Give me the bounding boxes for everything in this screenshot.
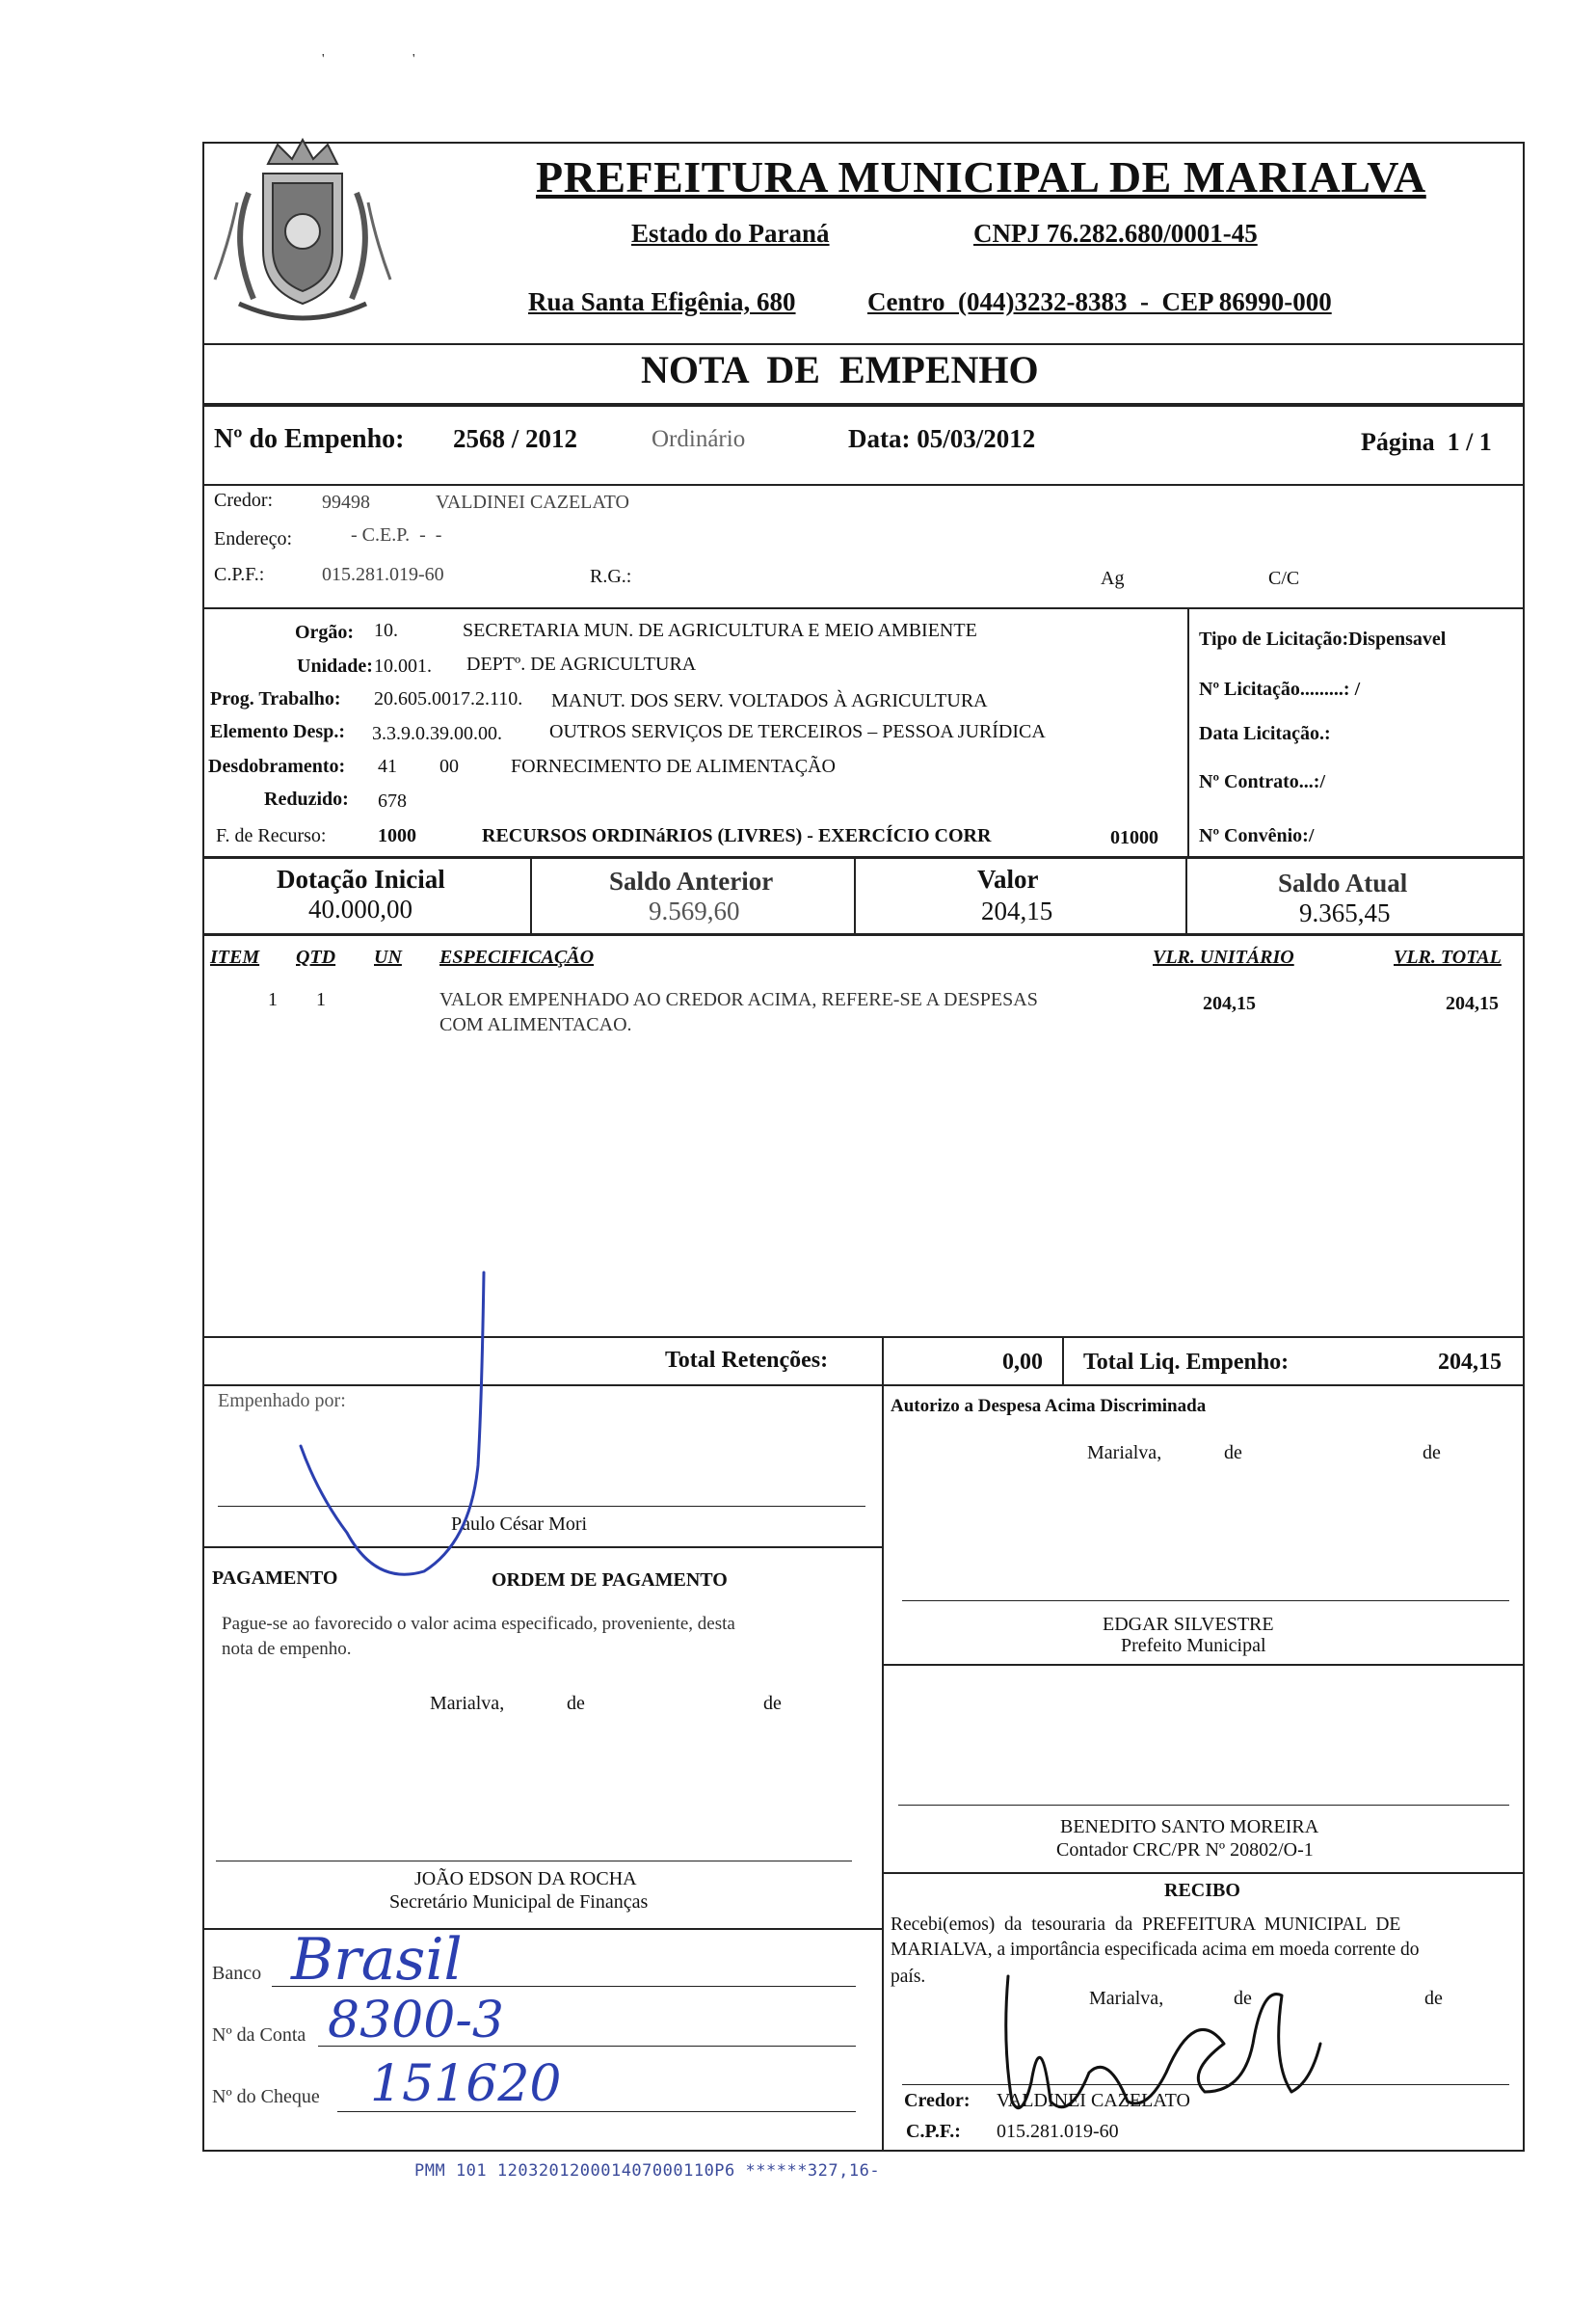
elemento-despesa-desc: OUTROS SERVIÇOS DE TERCEIROS – PESSOA JURÍDICA (549, 721, 1046, 742)
orgao-code: 10. (374, 620, 398, 641)
orgao-desc: SECRETARIA MUN. DE AGRICULTURA E MEIO AMBIENTE (463, 620, 977, 641)
recibo-cpf-value: 015.281.019-60 (997, 2121, 1119, 2142)
conta-label: Nº da Conta (212, 2024, 306, 2046)
autorizo-label: Autorizo a Despesa Acima Discriminada (891, 1396, 1207, 1416)
col-especificacao: ESPECIFICAÇÃO (439, 947, 595, 968)
pagamento-text-1: Pague-se ao favorecido o valor acima especificado, proveniente, desta (222, 1614, 735, 1634)
data-licitacao: Data Licitação.: (1199, 723, 1331, 744)
valor-value: 204,15 (981, 897, 1053, 925)
dotacao-inicial-label: Dotação Inicial (277, 865, 445, 894)
valor-label: Valor (977, 865, 1039, 894)
prog-trabalho-code: 20.605.0017.2.110. (374, 688, 523, 710)
reduzido-label: Reduzido: (264, 789, 349, 810)
numero-contrato: Nº Contrato...:/ (1199, 771, 1326, 792)
address-street: Rua Santa Efigênia, 680 (528, 287, 796, 316)
prog-trabalho-desc: MANUT. DOS SERV. VOLTADOS À AGRICULTURA (551, 690, 988, 711)
col-un: UN (374, 947, 402, 968)
secretario-name: JOÃO EDSON DA ROCHA (414, 1868, 637, 1889)
conta-handwritten: 8300-3 (328, 1992, 504, 2049)
empenho-number-label: Nº do Empenho: (214, 424, 405, 454)
unidade-code: 10.001. (374, 656, 432, 677)
cpf-value: 015.281.019-60 (322, 564, 444, 585)
contador-name: BENEDITO SANTO MOREIRA (1060, 1816, 1319, 1837)
recibo-cpf-label: C.P.F.: (906, 2121, 961, 2142)
cheque-label: Nº do Cheque (212, 2086, 320, 2107)
orgao-label: Orgão: (295, 622, 355, 643)
pagamento-text-2: nota de empenho. (222, 1639, 352, 1659)
recibo-text-1: Recebi(emos) da tesouraria da PREFEITURA MUNICIPAL DE (891, 1915, 1401, 1935)
agencia-label: Ag (1101, 568, 1125, 589)
numero-convenio: Nº Convênio:/ (1199, 825, 1315, 846)
col-vlr-unitario: VLR. UNITÁRIO (1153, 947, 1294, 968)
item-total-value: 204,15 (1446, 993, 1499, 1014)
elemento-despesa-code: 3.3.9.0.39.00.00. (372, 723, 502, 744)
conta-corrente-label: C/C (1268, 568, 1300, 589)
prefeito-title: Prefeito Municipal (1121, 1635, 1266, 1656)
elemento-despesa-label: Elemento Desp.: (210, 721, 345, 742)
recibo-title: RECIBO (1164, 1880, 1240, 1901)
credor-label: Credor: (214, 490, 274, 511)
item-spec-line1: VALOR EMPENHADO AO CREDOR ACIMA, REFERE-SE A DESPESAS (439, 989, 1038, 1010)
rg-label: R.G.: (590, 566, 632, 587)
empenho-date: Data: 05/03/2012 (848, 424, 1036, 453)
col-qtd: QTD (296, 947, 336, 968)
recibo-de-2: de (1424, 1988, 1443, 2009)
autorizo-marialva: Marialva, (1087, 1442, 1162, 1463)
item-number: 1 (268, 989, 278, 1010)
desdobramento-label: Desdobramento: (208, 756, 346, 777)
tipo-licitacao: Tipo de Licitação:Dispensavel (1199, 629, 1447, 650)
fonte-recurso-code: 1000 (378, 825, 416, 846)
saldo-anterior-value: 9.569,60 (649, 897, 740, 925)
contador-title: Contador CRC/PR Nº 20802/O-1 (1056, 1839, 1314, 1861)
desdobramento-code1: 41 (378, 756, 397, 777)
endereco-label: Endereço: (214, 528, 293, 549)
reduzido-value: 678 (378, 790, 407, 812)
pagamento-label: PAGAMENTO (212, 1567, 338, 1589)
banco-label: Banco (212, 1963, 262, 1984)
recibo-credor-name: VALDINEI CAZELATO (997, 2090, 1190, 2111)
total-retencoes-label: Total Retenções: (665, 1348, 829, 1373)
unidade-desc: DEPTº. DE AGRICULTURA (466, 654, 697, 675)
address-district-phone: Centro (044)3232-8383 - CEP 86990-000 (867, 287, 1332, 316)
endereco-value: - C.E.P. - - (351, 524, 442, 546)
state-name: Estado do Paraná (631, 219, 830, 248)
footer-print-code: PMM 101 120320120001407000110P6 ******327,16- (414, 2161, 881, 2181)
municipality-title: PREFEITURA MUNICIPAL DE MARIALVA (536, 152, 1426, 201)
pagamento-marialva: Marialva, (430, 1693, 505, 1714)
autorizo-de-2: de (1423, 1442, 1441, 1463)
empenhado-por-name: Paulo César Mori (451, 1513, 588, 1535)
credor-code: 99498 (322, 492, 370, 513)
dotacao-inicial-value: 40.000,00 (308, 895, 412, 924)
fonte-recurso-label: F. de Recurso: (216, 825, 327, 846)
recibo-de-1: de (1234, 1988, 1252, 2009)
prefeito-name: EDGAR SILVESTRE (1103, 1614, 1274, 1635)
item-qty: 1 (316, 989, 326, 1010)
total-liquido-label: Total Liq. Empenho: (1083, 1350, 1290, 1375)
scan-mark: ' (322, 52, 325, 67)
saldo-atual-label: Saldo Atual (1278, 869, 1408, 897)
item-unit-value: 204,15 (1203, 993, 1256, 1014)
credor-name: VALDINEI CAZELATO (436, 492, 629, 513)
empenhado-por-label: Empenhado por: (218, 1390, 346, 1411)
prog-trabalho-label: Prog. Trabalho: (210, 688, 341, 710)
cpf-label: C.P.F.: (214, 564, 265, 585)
empenho-number: 2568 / 2012 (453, 424, 578, 453)
autorizo-de-1: de (1224, 1442, 1242, 1463)
fonte-recurso-desc: RECURSOS ORDINáRIOS (LIVRES) - EXERCÍCIO CORR (482, 825, 992, 846)
empenho-type: Ordinário (652, 426, 746, 452)
signature-stroke-recibo (1006, 1976, 1320, 2108)
col-vlr-total: VLR. TOTAL (1394, 947, 1502, 968)
banco-handwritten: Brasil (291, 1926, 463, 1994)
recibo-marialva: Marialva, (1089, 1988, 1164, 2009)
recibo-text-2: MARIALVA, a importância especificada acima em moeda corrente do (891, 1940, 1420, 1960)
recibo-text-3: país. (891, 1967, 926, 1987)
total-liquido-value: 204,15 (1438, 1350, 1502, 1375)
item-spec-line2: COM ALIMENTACAO. (439, 1014, 632, 1035)
ordem-pagamento-label: ORDEM DE PAGAMENTO (492, 1569, 728, 1591)
numero-licitacao: Nº Licitação.........: / (1199, 679, 1361, 700)
page-number: Página 1 / 1 (1361, 428, 1492, 456)
fonte-recurso-code2: 01000 (1110, 827, 1158, 848)
unidade-label: Unidade: (297, 656, 373, 677)
cnpj: CNPJ 76.282.680/0001-45 (973, 219, 1258, 248)
document-title: NOTA DE EMPENHO (641, 348, 1039, 391)
col-item: ITEM (210, 947, 260, 968)
recibo-credor-label: Credor: (904, 2090, 971, 2111)
secretario-title: Secretário Municipal de Finanças (389, 1891, 649, 1913)
desdobramento-desc: FORNECIMENTO DE ALIMENTAÇÃO (511, 756, 836, 777)
scan-mark: ' (412, 52, 415, 67)
cheque-handwritten: 151620 (370, 2055, 562, 2113)
pagamento-de-1: de (567, 1693, 585, 1714)
pagamento-de-2: de (763, 1693, 782, 1714)
desdobramento-code2: 00 (439, 756, 459, 777)
saldo-anterior-label: Saldo Anterior (609, 867, 774, 896)
saldo-atual-value: 9.365,45 (1299, 898, 1391, 927)
total-retencoes-value: 0,00 (1002, 1350, 1043, 1375)
signature-stroke-empenhado (301, 1272, 484, 1574)
